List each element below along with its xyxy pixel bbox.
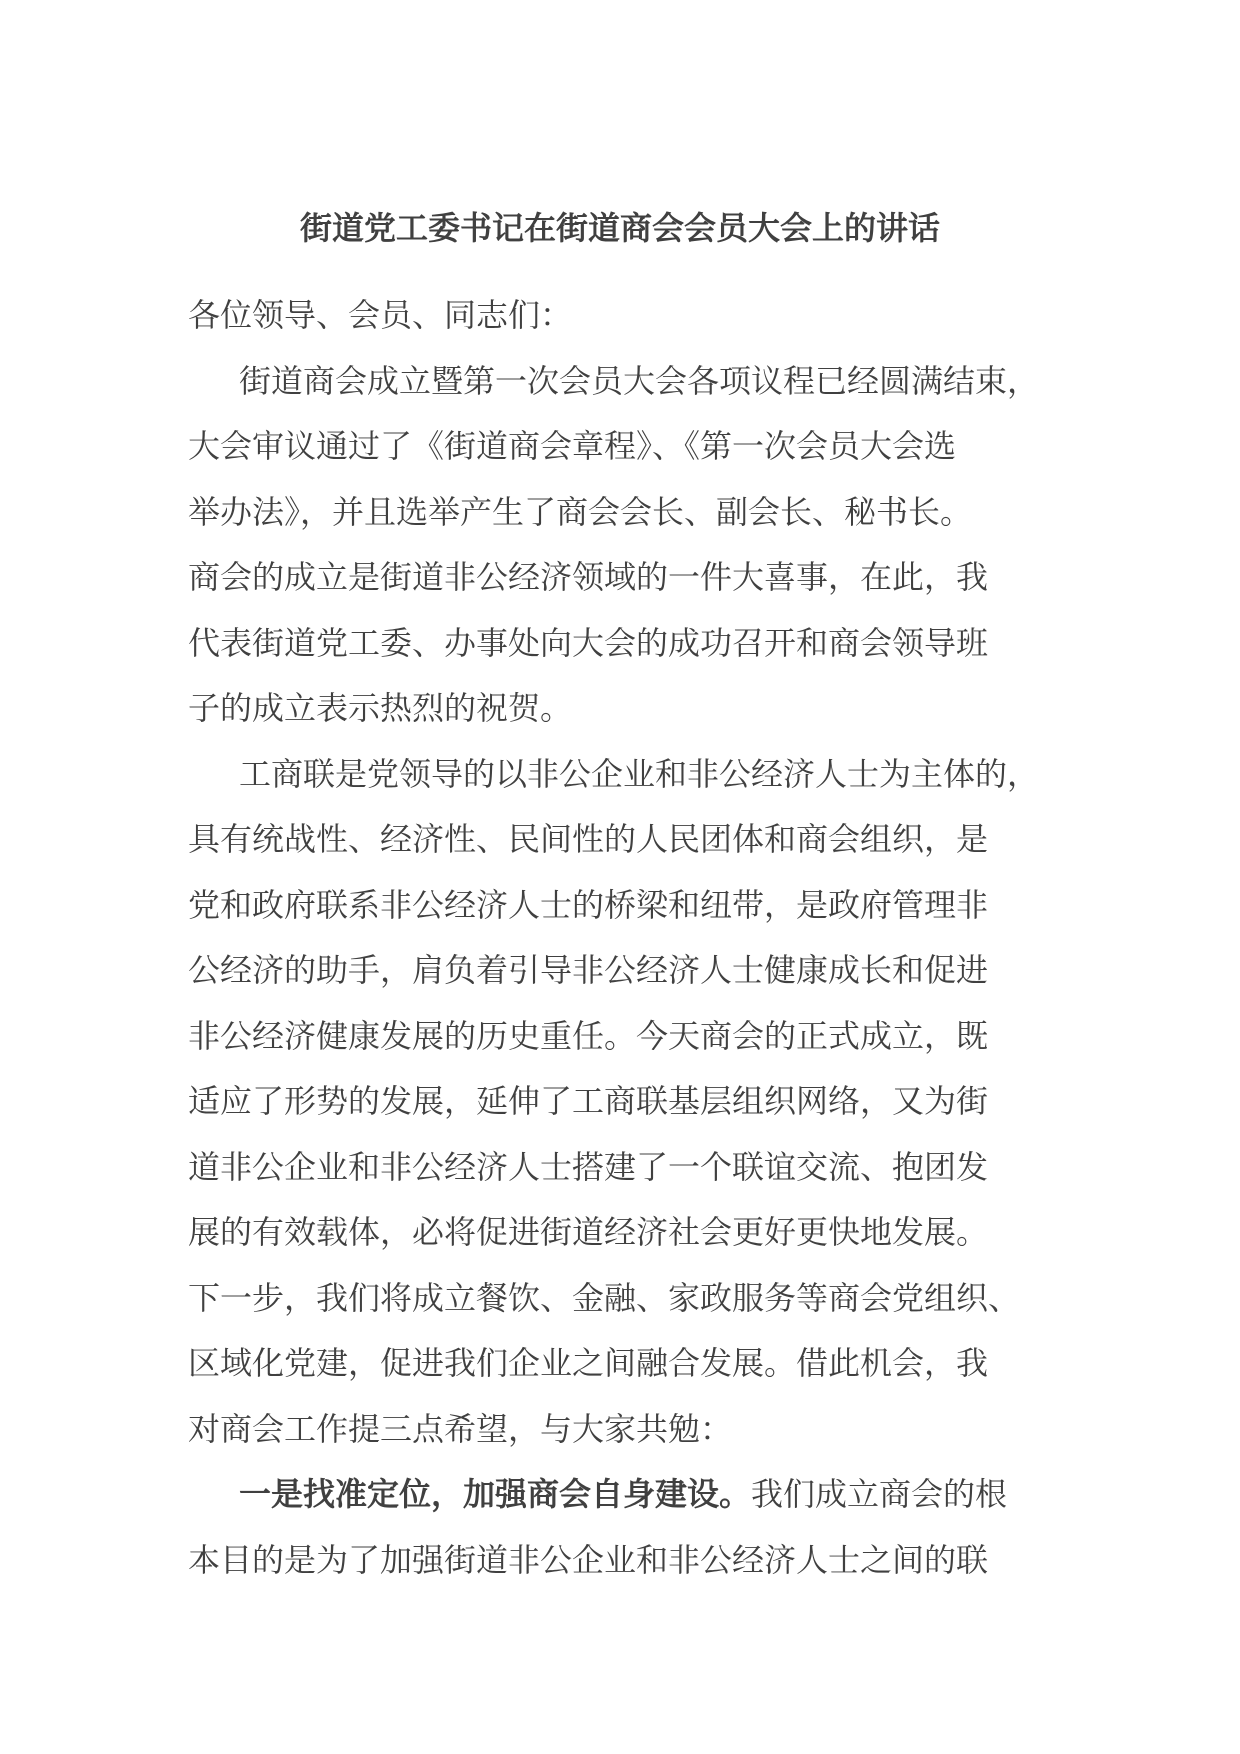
paragraph-line: 展的有效载体，必将促进街道经济社会更好更快地发展。 [188,1213,989,1251]
paragraph-line: 代表街道党工委、办事处向大会的成功召开和商会领导班 [188,623,989,662]
paragraph-line: 工商联是党领导的以非公企业和非公经济人士为主体的， [239,754,1040,793]
paragraph-line: 非公经济健康发展的历史重任。今天商会的正式成立，既 [188,1016,989,1055]
greeting: 各位领导、会员、同志们： [188,296,573,334]
paragraph-line [188,1462,1098,1528]
paragraph-line: 具有统战性、经济性、民间性的人民团体和商会组织，是 [188,820,989,858]
document-body [188,283,1098,1593]
paragraph-line: 商会的成立是街道非公经济领域的一件大喜事，在此，我 [188,558,989,596]
paragraph-line: 子的成立表示热烈的祝贺。 [188,689,573,727]
paragraph-line: 对商会工作提三点希望，与大家共勉： [188,1409,733,1448]
paragraph-2 [188,742,1098,1463]
paragraph-line: 街道商会成立暨第一次会员大会各项议程已经圆满结束， [239,361,1040,400]
paragraph-3 [188,1462,1098,1593]
document-title: 街道党工委书记在街道商会会员大会上的讲话 [299,209,940,247]
paragraph-line: 党和政府联系非公经济人士的桥梁和纽带，是政府管理非 [188,885,989,924]
paragraph-line: 适应了形势的发展，延伸了工商联基层组织网络，又为街 [188,1082,989,1120]
paragraph-1 [188,349,1098,742]
paragraph-line: 大会审议通过了《街道商会章程》、《第一次会员大会选 [188,427,957,465]
paragraph-line: 区域化党建，促进我们企业之间融合发展。借此机会，我 [188,1344,989,1382]
paragraph-line: 道非公企业和非公经济人士搭建了一个联谊交流、抱团发 [188,1147,989,1186]
paragraph-line: 公经济的助手，肩负着引导非公经济人士健康成长和促进 [188,951,989,989]
paragraph-text: 我们成立商会的根 [751,1475,1008,1513]
bold-lead-text: 一是找准定位，加强商会自身建设。 [239,1475,752,1513]
paragraph-line: 下一步，我们将成立餐饮、金融、家政服务等商会党组织、 [188,1278,1021,1317]
paragraph-line: 举办法》，并且选举产生了商会会长、副会长、秘书长。 [188,492,973,531]
paragraph-line: 本目的是为了加强街道非公企业和非公经济人士之间的联 [188,1540,989,1579]
